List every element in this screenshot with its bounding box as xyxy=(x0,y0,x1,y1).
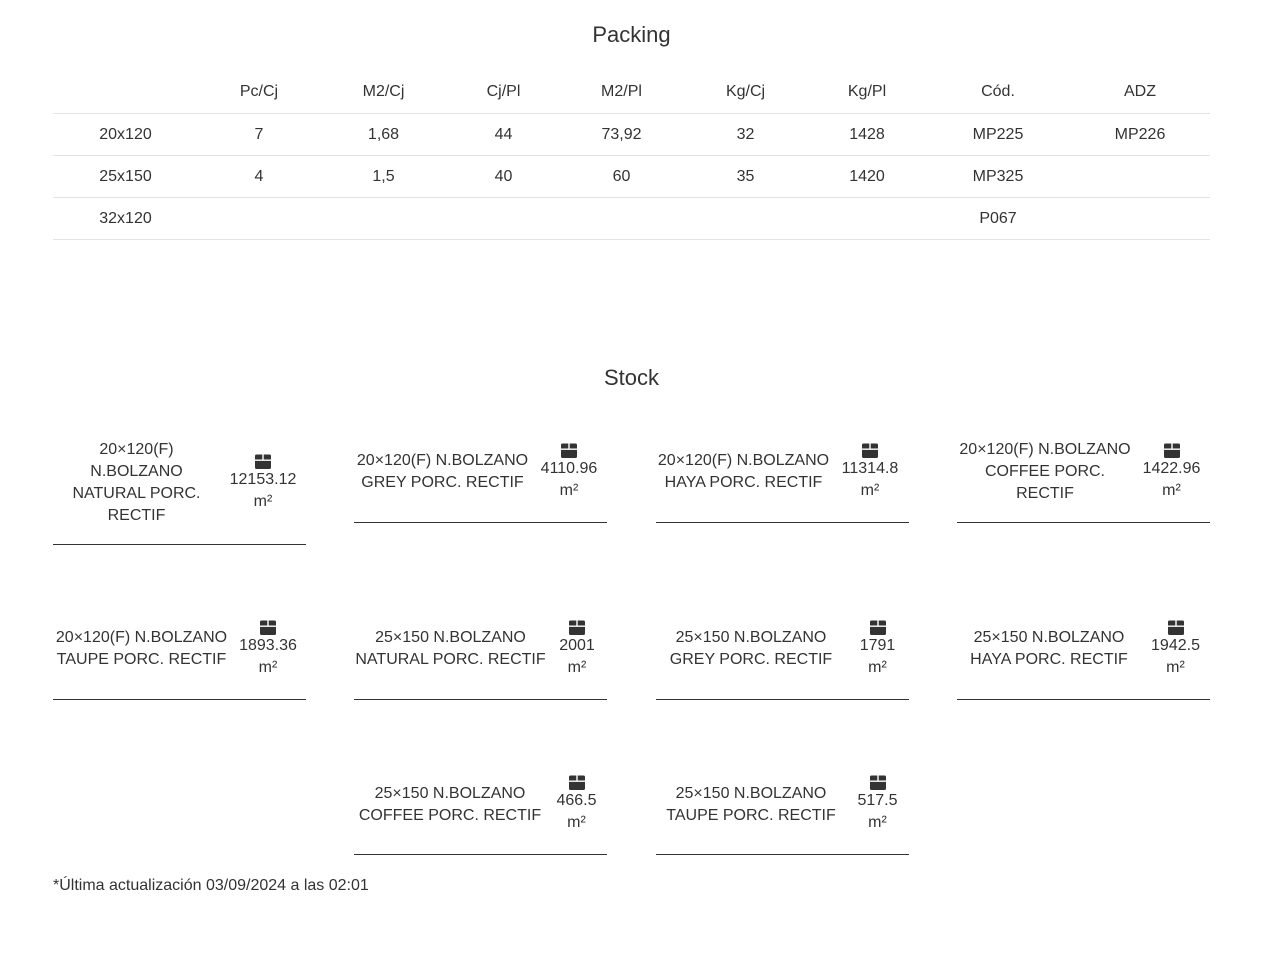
stock-title: Stock xyxy=(603,365,660,390)
stock-item-unit: m² xyxy=(860,481,880,499)
packing-cell: 1428 xyxy=(808,114,926,156)
stock-item-name: 20×120(F) N.BOLZANO NATURAL PORC. RECTIF xyxy=(72,441,201,524)
stock-card xyxy=(354,599,607,700)
stock-item-name: 25×150 N.BOLZANO NATURAL PORC. RECTIF xyxy=(355,629,546,668)
stock-item-qty: 1791 xyxy=(859,636,896,654)
packing-title: Packing xyxy=(592,22,671,47)
stock-item-quantity xyxy=(846,775,909,834)
box-icon xyxy=(255,454,271,469)
packing-row xyxy=(53,156,1210,198)
packing-cell xyxy=(808,198,926,240)
stock-item-quantity xyxy=(531,443,607,502)
stock-item-qty: 2001 xyxy=(559,636,595,654)
packing-cell: MP226 xyxy=(1070,114,1210,156)
packing-header-cell: Kg/Pl xyxy=(808,70,926,114)
packing-cell: 7 xyxy=(198,114,320,156)
stock-item-name: 20×120(F) N.BOLZANO GREY PORC. RECTIF xyxy=(356,452,529,491)
box-icon xyxy=(870,620,886,635)
stock-card xyxy=(957,422,1210,523)
packing-header-cell: ADZ xyxy=(1070,70,1210,114)
stock-card xyxy=(957,599,1210,700)
packing-cell xyxy=(1070,198,1210,240)
stock-card xyxy=(354,755,607,855)
stock-item-quantity xyxy=(1141,620,1210,679)
packing-header-cell: Pc/Cj xyxy=(198,70,320,114)
packing-cell: 73,92 xyxy=(560,114,683,156)
stock-item-quantity xyxy=(846,620,909,679)
packing-cell xyxy=(1070,156,1210,198)
packing-cell: 35 xyxy=(683,156,808,198)
stock-item-name: 25×150 N.BOLZANO COFFEE PORC. RECTIF xyxy=(358,784,542,824)
stock-item-qty: 4110.96 xyxy=(540,459,598,477)
packing-cell: 44 xyxy=(447,114,560,156)
stock-item-quantity xyxy=(1133,443,1210,502)
stock-item-qty: 466.5 xyxy=(556,792,597,809)
packing-header-cell: Kg/Cj xyxy=(683,70,808,114)
box-icon xyxy=(870,775,886,790)
packing-cell: 1,68 xyxy=(320,114,447,156)
packing-cell: 20x120 xyxy=(53,114,198,156)
packing-cell: P067 xyxy=(926,198,1070,240)
packing-cell: 4 xyxy=(198,156,320,198)
stock-item-name: 25×150 N.BOLZANO GREY PORC. RECTIF xyxy=(669,629,833,668)
stock-card xyxy=(53,599,306,700)
stock-item-quantity xyxy=(831,443,909,502)
stock-item-quantity xyxy=(220,454,306,513)
packing-cell: 25x150 xyxy=(53,156,198,198)
stock-item-quantity xyxy=(230,620,306,679)
stock-item-qty: 1942.5 xyxy=(1151,636,1200,654)
box-icon xyxy=(260,620,276,635)
packing-header-cell: Cj/Pl xyxy=(447,70,560,114)
packing-cell xyxy=(320,198,447,240)
stock-item-name: 20×120(F) N.BOLZANO COFFEE PORC. RECTIF xyxy=(959,441,1131,502)
packing-cell xyxy=(198,198,320,240)
packing-cell: 1,5 xyxy=(320,156,447,198)
stock-card xyxy=(656,755,909,855)
stock-item-name: 25×150 N.BOLZANO HAYA PORC. RECTIF xyxy=(970,629,1128,668)
packing-row xyxy=(53,114,1210,156)
packing-cell: 32x120 xyxy=(53,198,198,240)
packing-cell: 40 xyxy=(447,156,560,198)
stock-item-quantity xyxy=(547,620,607,679)
stock-card xyxy=(354,422,607,523)
stock-item-qty: 11314.8 xyxy=(841,459,899,477)
packing-cell xyxy=(560,198,683,240)
stock-item-qty: 517.5 xyxy=(857,792,898,809)
stock-item-name: 20×120(F) N.BOLZANO HAYA PORC. RECTIF xyxy=(657,452,830,491)
box-icon xyxy=(1168,620,1184,635)
packing-cell: 1420 xyxy=(808,156,926,198)
box-icon xyxy=(569,620,585,635)
packing-cell xyxy=(447,198,560,240)
stock-item-unit: m² xyxy=(1166,658,1185,676)
packing-cell: MP225 xyxy=(926,114,1070,156)
stock-item-unit: m² xyxy=(567,658,587,676)
stock-item-qty: 12153.12 xyxy=(229,470,297,488)
packing-cell xyxy=(683,198,808,240)
stock-item-unit: m² xyxy=(1162,481,1181,499)
stock-item-unit: m² xyxy=(258,658,278,676)
stock-item-name: 20×120(F) N.BOLZANO TAUPE PORC. RECTIF xyxy=(55,629,228,668)
stock-item-unit: m² xyxy=(868,814,887,831)
stock-card xyxy=(656,422,909,523)
stock-card xyxy=(53,422,306,545)
packing-header-cell: Cód. xyxy=(926,70,1070,114)
stock-item-quantity xyxy=(546,775,607,834)
stock-item-unit: m² xyxy=(559,481,579,499)
stock-item-unit: m² xyxy=(868,658,887,676)
packing-cell: MP325 xyxy=(926,156,1070,198)
box-icon xyxy=(862,443,878,458)
packing-row xyxy=(53,198,1210,240)
box-icon xyxy=(569,775,585,790)
box-icon xyxy=(561,443,577,458)
stock-item-unit: m² xyxy=(567,814,586,831)
stock-item-qty: 1893.36 xyxy=(239,636,297,654)
packing-header-cell: M2/Pl xyxy=(560,70,683,114)
packing-table xyxy=(53,70,1210,240)
packing-cell: 32 xyxy=(683,114,808,156)
box-icon xyxy=(1164,443,1180,458)
packing-header-row xyxy=(53,70,1210,114)
stock-item-unit: m² xyxy=(253,492,273,510)
stock-item-qty: 1422.96 xyxy=(1142,459,1201,477)
stock-item-name: 25×150 N.BOLZANO TAUPE PORC. RECTIF xyxy=(666,784,836,824)
stock-card xyxy=(656,599,909,700)
last-updated-note: *Última actualización 03/09/2024 a las 02:01 xyxy=(53,877,369,894)
packing-header-cell: M2/Cj xyxy=(320,70,447,114)
packing-cell: 60 xyxy=(560,156,683,198)
packing-header-cell xyxy=(53,70,198,114)
